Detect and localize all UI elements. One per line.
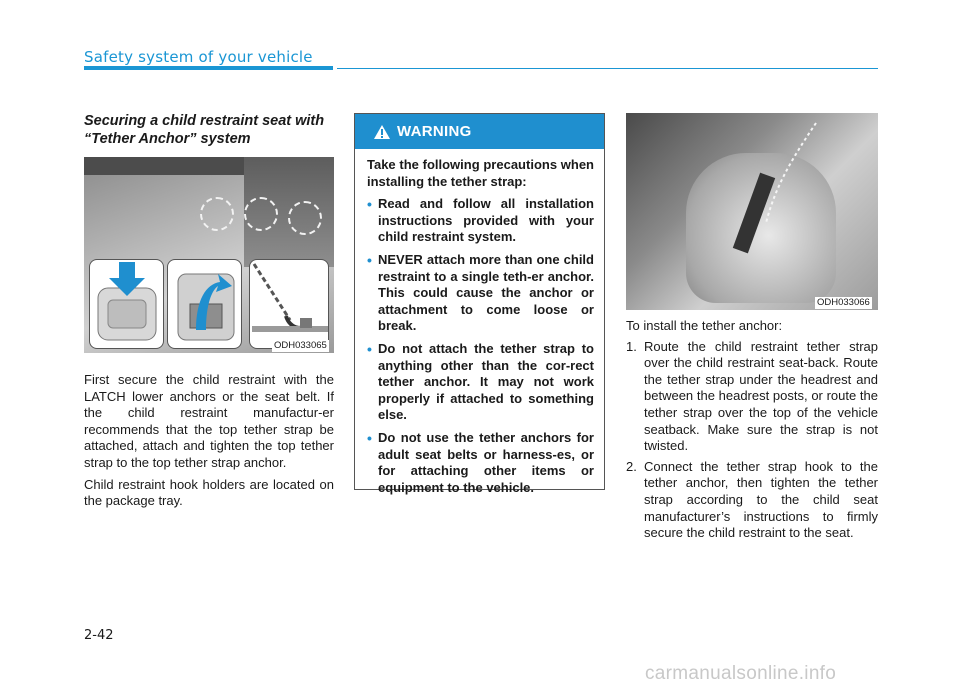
warning-item: • Read and follow all installation instructions provided with your child restraint system. (367, 196, 594, 245)
anchor-cover-closed-inset (89, 259, 164, 349)
bullet-icon: • (367, 196, 372, 213)
tether-anchor-illustration (84, 157, 334, 353)
warning-item: • Do not use the tether anchors for adult seat belts or harness-es, or for attaching other items or equipment to the vehicle. (367, 429, 594, 495)
bullet-icon: • (367, 340, 372, 357)
paragraph: First secure the child restraint with the LATCH lower anchors or the seat belt. If the child restraint manufactur-er recommends that the top tether strap be attached, attach and tighten the top tether strap to the top tether strap anchor. (84, 372, 334, 470)
steps-lead: To install the tether anchor: (626, 318, 783, 333)
list-item: 2. Connect the tether strap hook to the tether anchor, then tighten the tether strap according to the child seat manufacturer’s instructions to firmly secure the child restraint to the seat. (626, 458, 878, 541)
warning-intro: Take the following precautions when installing the tether strap: (367, 157, 594, 189)
section-header: Safety system of your vehicle (84, 48, 313, 66)
figure-code: ODH033065 (274, 340, 327, 351)
tether-hook-icon (250, 260, 329, 349)
section-heading: Securing a child restraint seat with “Tether Anchor” system (84, 113, 325, 147)
warning-header (355, 114, 604, 149)
anchor-cover-open-inset (167, 259, 242, 349)
child-seat-photo (626, 113, 878, 310)
right-body-text (626, 318, 878, 546)
warning-item: • NEVER attach more than one child restraint to a single teth-er anchor. This could cause the anchor or attachment to come loose or break. (367, 251, 594, 334)
warning-body (355, 149, 604, 496)
left-body-text (84, 372, 334, 515)
warning-triangle-icon (373, 124, 391, 140)
list-item: 1. Route the child restraint tether strap over the child restraint seat-back. Route the tether strap under the headrest and between the headrest posts, or route the tether strap over the top of the vehicle seatback. Make sure the strap is not twisted. (626, 338, 878, 454)
paragraph: Child restraint hook holders are located on the package tray. (84, 476, 334, 509)
install-steps (626, 339, 878, 542)
header-rule (337, 68, 878, 69)
bullet-icon: • (367, 251, 372, 268)
anchor-highlight-circle (244, 197, 278, 231)
lift-arrow-icon (168, 260, 242, 349)
figure-code: ODH033066 (817, 297, 870, 308)
warning-box (354, 113, 605, 495)
header-accent-bar (84, 66, 333, 70)
warning-title: WARNING (397, 123, 472, 140)
watermark: carmanualsonline.info (645, 663, 837, 684)
anchor-highlight-circle (200, 197, 234, 231)
page-number: 2-42 (84, 628, 114, 643)
bullet-icon: • (367, 429, 372, 446)
warning-list (367, 196, 594, 496)
tether-hook-inset (249, 259, 329, 349)
press-arrow-icon (90, 260, 164, 349)
tether-strap-icon (626, 113, 878, 310)
warning-item: • Do not attach the tether strap to anything other than the cor-rect tether anchor. It may not work properly if attached to something else. (367, 340, 594, 423)
anchor-highlight-circle (288, 201, 322, 235)
